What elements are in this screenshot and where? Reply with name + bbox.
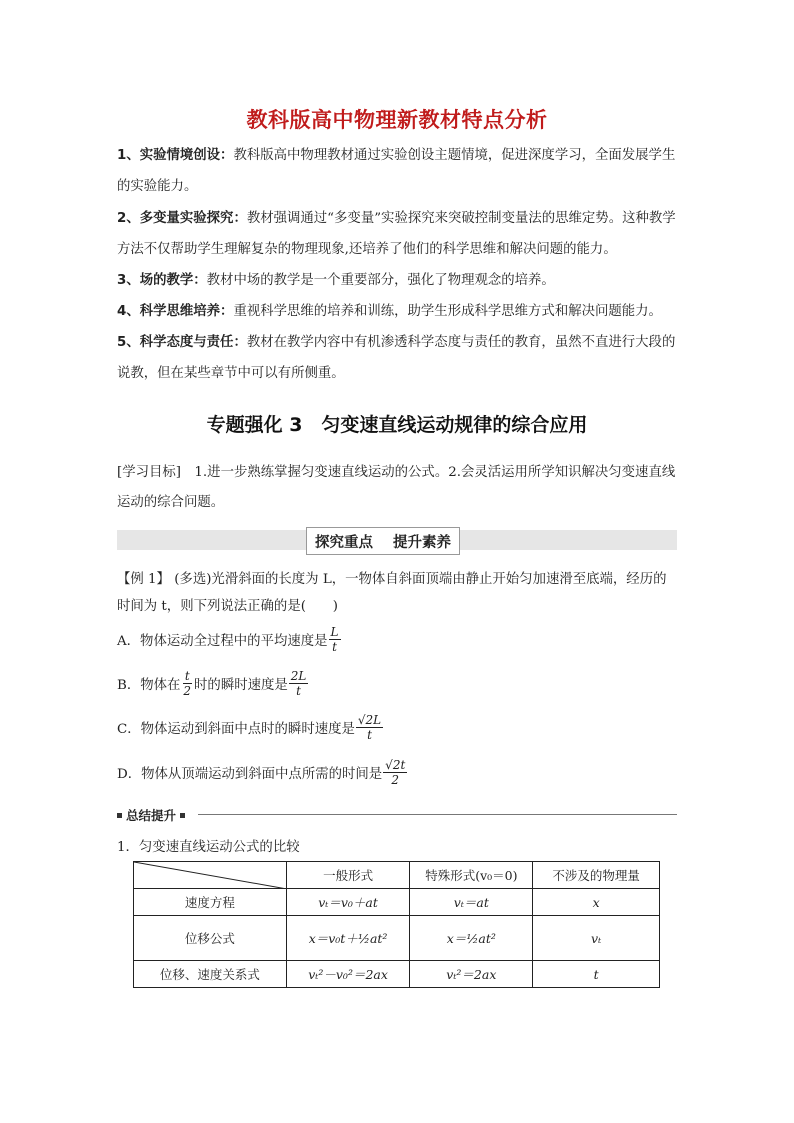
option-a bbox=[117, 625, 342, 654]
summary-heading bbox=[117, 806, 185, 824]
table-cell: vₜ bbox=[533, 916, 660, 961]
banner-left-label: 探究重点 bbox=[315, 534, 373, 551]
feature-label: 4、科学思维培养： bbox=[117, 304, 234, 319]
option-d bbox=[117, 758, 408, 787]
feature-text: 重视科学思维的培养和训练，助学生形成科学思维方式和解决问题能力。 bbox=[233, 304, 662, 319]
denominator: t bbox=[296, 684, 301, 698]
table-cell: vₜ＝v₀＋at bbox=[286, 889, 410, 916]
page-title: 教科版高中物理新教材特点分析 bbox=[246, 108, 548, 132]
diagonal-line bbox=[134, 862, 287, 889]
denominator: t bbox=[367, 728, 372, 742]
table-cell: vₜ＝at bbox=[410, 889, 533, 916]
table-cell: t bbox=[533, 961, 660, 988]
table-header-row bbox=[134, 862, 660, 889]
feature-text: 教科版高中物理教材通过实验创设主题情境，促进深度学习，全面发展学生的实验能力。 bbox=[117, 148, 676, 194]
option-text: C．物体运动到斜面中点时的瞬时速度是 bbox=[117, 722, 355, 737]
table-row bbox=[134, 961, 660, 988]
option-text: A．物体运动全过程中的平均速度是 bbox=[117, 634, 328, 649]
table-header-cell: 特殊形式(v₀＝0) bbox=[410, 862, 533, 889]
feature-item-3 bbox=[117, 265, 679, 296]
feature-label: 5、科学态度与责任： bbox=[117, 335, 247, 350]
formula-comparison-table bbox=[133, 861, 660, 988]
numerator: 2L bbox=[290, 669, 307, 683]
feature-text: 教材中场的教学是一个重要部分，强化了物理观念的培养。 bbox=[206, 273, 555, 288]
feature-text: 教材强调通过“多变量”实验探究来突破控制变量法的思维定势。这种教学方法不仅帮助学生理解复杂的物理现象,还培养了他们的科学思维和解决问题的能力。 bbox=[117, 211, 676, 257]
table-row bbox=[134, 889, 660, 916]
topic-title: 专题强化 3 匀变速直线运动规律的综合应用 bbox=[206, 414, 588, 436]
feature-item-1 bbox=[117, 140, 679, 202]
feature-label: 1、实验情境创设： bbox=[117, 148, 234, 163]
denominator: t bbox=[332, 640, 337, 654]
table-cell: 速度方程 bbox=[134, 889, 287, 916]
numerator: √2t bbox=[385, 758, 406, 772]
option-text: D．物体从顶端运动到斜面中点所需的时间是 bbox=[117, 767, 383, 782]
diagonal-header-cell bbox=[134, 862, 287, 889]
option-text: 时的瞬时速度是 bbox=[194, 678, 288, 693]
fraction bbox=[289, 669, 309, 698]
example-question: 【例 1】 (多选)光滑斜面的长度为 L，一物体自斜面顶端由静止开始匀加速滑至底端，经历的时间为 t，则下列说法正确的是( ) bbox=[117, 572, 667, 614]
feature-item-5 bbox=[117, 327, 679, 389]
denominator: 2 bbox=[183, 684, 192, 698]
table-cell: vₜ²＝2ax bbox=[410, 961, 533, 988]
denominator: 2 bbox=[391, 773, 400, 787]
option-b bbox=[117, 669, 309, 698]
option-c bbox=[117, 713, 384, 742]
table-header-cell: 不涉及的物理量 bbox=[533, 862, 660, 889]
table-cell: 位移公式 bbox=[134, 916, 287, 961]
table-cell: x＝½at² bbox=[410, 916, 533, 961]
fraction bbox=[181, 669, 193, 698]
banner-right-label: 提升素养 bbox=[393, 534, 451, 551]
summary-divider bbox=[198, 814, 677, 815]
numerator: √2L bbox=[357, 713, 382, 727]
feature-label: 2、多变量实验探究： bbox=[117, 211, 247, 226]
feature-label: 3、场的教学： bbox=[117, 273, 207, 288]
table-cell: x＝v₀t＋½at² bbox=[286, 916, 410, 961]
table-row bbox=[134, 916, 660, 961]
square-bullet-icon bbox=[117, 813, 122, 818]
table-cell: 位移、速度关系式 bbox=[134, 961, 287, 988]
fraction bbox=[329, 625, 341, 654]
section-banner bbox=[306, 527, 460, 555]
numerator: t bbox=[184, 669, 190, 683]
square-bullet-icon bbox=[180, 813, 185, 818]
feature-item-2 bbox=[117, 203, 679, 265]
fraction bbox=[356, 713, 383, 742]
feature-item-4 bbox=[117, 296, 679, 327]
summary-label: 总结提升 bbox=[126, 808, 177, 823]
table-cell: vₜ²－v₀²＝2ax bbox=[286, 961, 410, 988]
comparison-title: 1．匀变速直线运动公式的比较 bbox=[117, 840, 300, 855]
table-header-cell: 一般形式 bbox=[286, 862, 410, 889]
learning-goal: [学习目标] 1.进一步熟练掌握匀变速直线运动的公式。2.会灵活运用所学知识解决匀变速直线运动的综合问题。 bbox=[117, 465, 676, 510]
feature-text: 教材在教学内容中有机渗透科学态度与责任的教育，虽然不直进行大段的说教，但在某些章节中可以有所侧重。 bbox=[117, 335, 676, 381]
table-cell: x bbox=[533, 889, 660, 916]
fraction bbox=[383, 758, 407, 787]
numerator: L bbox=[330, 625, 339, 639]
option-text: B．物体在 bbox=[117, 678, 181, 693]
